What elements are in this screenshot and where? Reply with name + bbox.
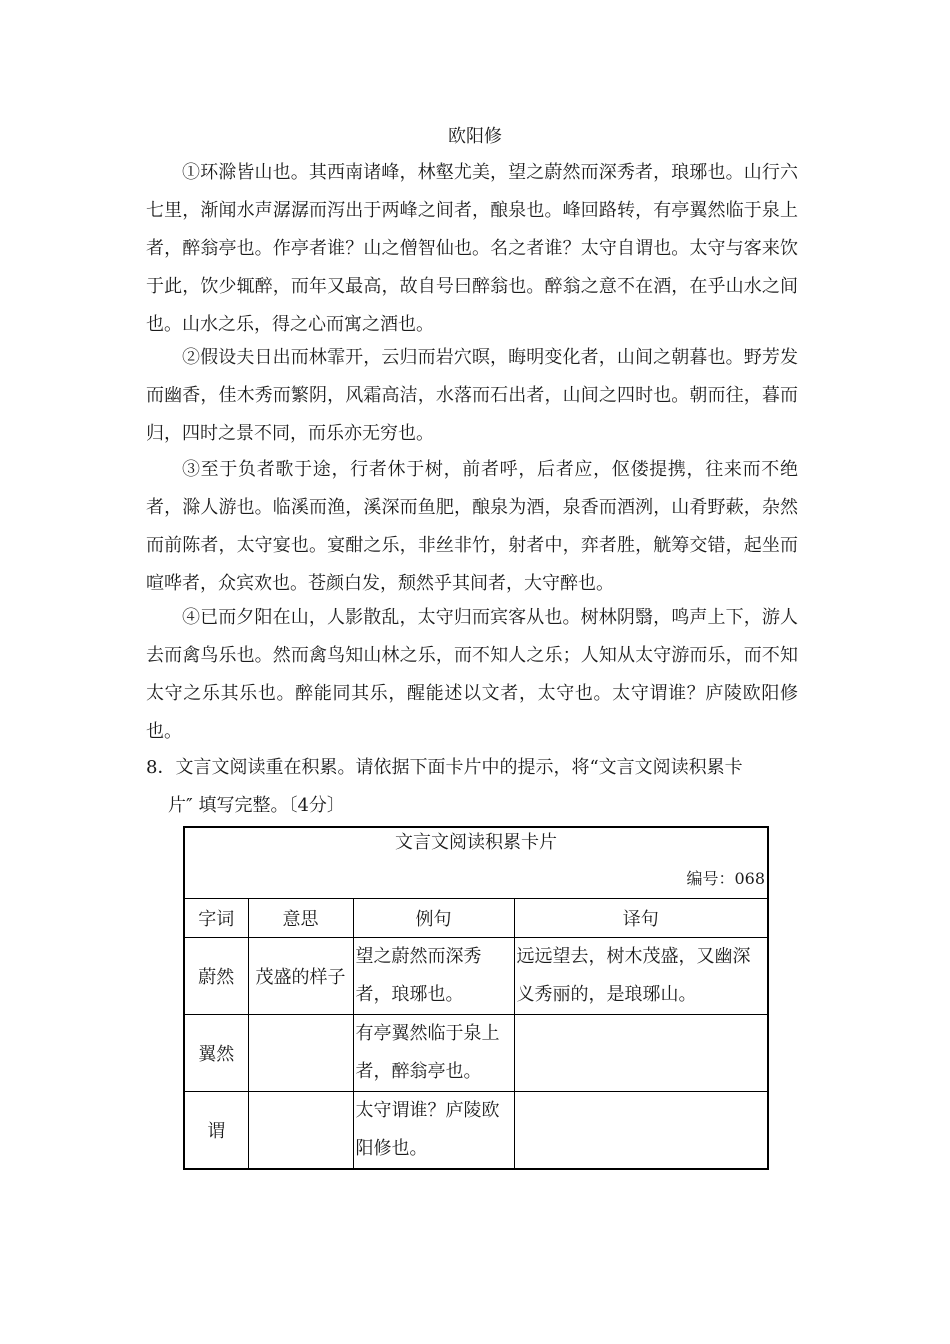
- card-header-cell: [184, 827, 768, 899]
- accumulation-card-table: [183, 826, 769, 1170]
- table-row: [184, 1092, 768, 1170]
- question-line-2: 片″ 填写完整。〔4分〕: [168, 795, 345, 816]
- row-translation-blank[interactable]: [514, 1015, 768, 1092]
- table-row: [184, 1015, 768, 1092]
- author-name: 欧阳修: [448, 126, 502, 147]
- row-meaning: 茂盛的样子: [248, 938, 353, 1015]
- header-meaning: 意思: [248, 899, 353, 938]
- question-line-1: 8．文言文阅读重在积累。请依据下面卡片中的提示，将“文言文阅读积累卡: [146, 757, 743, 778]
- header-translation: 译句: [514, 899, 768, 938]
- paragraph-2: ②假设夫日出而林霏开，云归而岩穴暝，晦明变化者，山间之朝暮也。野芳发而幽香，佳木秀而繁阴，风霜高洁，水落而石出者，山间之四时也。朝而往，暮而归，四时之景不同，而乐亦无穷也。: [146, 347, 798, 444]
- table-row: [184, 938, 768, 1015]
- question-8: [146, 749, 798, 825]
- row-meaning-blank[interactable]: [248, 1092, 353, 1170]
- paragraph-3: ③至于负者歌于途，行者休于树，前者呼，后者应，伛偻提携，往来而不绝者，滁人游也。临溪而渔，溪深而鱼肥，酿泉为酒，泉香而酒洌，山肴野蔌，杂然而前陈者，太守宴也。宴酣之乐，非丝非竹，射者中，弈者胜，觥筹交错，起坐而喧哗者，众宾欢也。苍颜白发，颓然乎其间者，大守醉也。: [146, 459, 798, 594]
- row-example: 太守谓谁？庐陵欧阳修也。: [353, 1092, 514, 1170]
- header-word: 字词: [184, 899, 248, 938]
- row-word: 翼然: [184, 1015, 248, 1092]
- header-example: 例句: [353, 899, 514, 938]
- row-translation: 远远望去，树木茂盛，又幽深义秀丽的，是琅琊山。: [514, 938, 768, 1015]
- card-number: 编号：068: [686, 869, 765, 888]
- paragraph-1: ①环滁皆山也。其西南诸峰，林壑尤美，望之蔚然而深秀者，琅琊也。山行六七里，渐闻水声潺潺而泻出于两峰之间者，酿泉也。峰回路转，有亭翼然临于泉上者，醉翁亭也。作亭者谁？山之僧智仙也。名之者谁？太守自谓也。太守与客来饮于此，饮少辄醉，而年又最高，故自号曰醉翁也。醉翁之意不在酒，在乎山水之间也。山水之乐，得之心而寓之酒也。: [146, 162, 798, 335]
- row-example: 有亭翼然临于泉上者，醉翁亭也。: [353, 1015, 514, 1092]
- row-word: 谓: [184, 1092, 248, 1170]
- card-title: 文言文阅读积累卡片: [395, 832, 557, 853]
- row-meaning-blank[interactable]: [248, 1015, 353, 1092]
- paragraph-4: ④已而夕阳在山，人影散乱，太守归而宾客从也。树林阴翳，鸣声上下，游人去而禽鸟乐也。然而禽鸟知山林之乐，而不知人之乐；人知从太守游而乐，而不知太守之乐其乐也。醉能同其乐，醒能述以文者，太守也。太守谓谁？庐陵欧阳修也。: [146, 607, 798, 742]
- row-translation-blank[interactable]: [514, 1092, 768, 1170]
- row-word: 蔚然: [184, 938, 248, 1015]
- table-header-row: [184, 899, 768, 938]
- row-example: 望之蔚然而深秀者，琅琊也。: [353, 938, 514, 1015]
